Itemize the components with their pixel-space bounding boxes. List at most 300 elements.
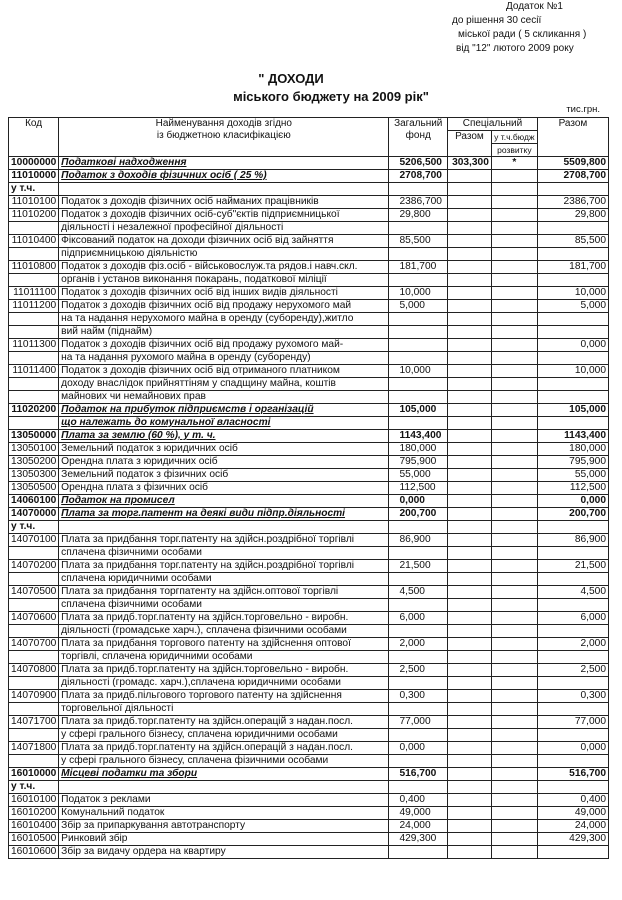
cell-general: 200,700 <box>389 508 448 521</box>
cell-general <box>389 599 448 612</box>
cell-special-total <box>448 430 492 443</box>
cell-special-dev <box>491 365 537 378</box>
cell-total <box>537 391 608 404</box>
cell-total <box>537 183 608 196</box>
cell-general: 86,900 <box>389 534 448 547</box>
cell-special-total <box>448 339 492 352</box>
cell-general <box>389 846 448 859</box>
cell-special-dev <box>491 677 537 690</box>
cell-general: 180,000 <box>389 443 448 456</box>
cell-general <box>389 521 448 534</box>
cell-name: Плата за придбання торг.патенту на здійсн.роздрібної торгівлі <box>59 534 389 547</box>
cell-special-dev <box>491 196 537 209</box>
cell-special-dev <box>491 547 537 560</box>
cell-special-total <box>448 690 492 703</box>
cell-special-dev <box>491 352 537 365</box>
cell-general: 6,000 <box>389 612 448 625</box>
table-row <box>9 638 609 651</box>
column-header-total: Разом <box>537 118 608 157</box>
table-row <box>9 326 609 339</box>
table-row <box>9 456 609 469</box>
cell-code: 14071800 <box>9 742 59 755</box>
table-row <box>9 209 609 222</box>
cell-code <box>9 651 59 664</box>
column-header-name-line1: Найменування доходів згідно <box>155 118 292 129</box>
table-row <box>9 404 609 417</box>
cell-total: 200,700 <box>537 508 608 521</box>
cell-special-dev <box>491 482 537 495</box>
cell-name: торговельної діяльності <box>59 703 389 716</box>
cell-name: Плата за землю (60 %), у т. ч. <box>59 430 389 443</box>
cell-name: Плата за торг.патент на деякі види підпр.діяльності <box>59 508 389 521</box>
cell-name <box>59 781 389 794</box>
cell-code <box>9 599 59 612</box>
cell-total: 2,500 <box>537 664 608 677</box>
cell-name: Податок на прибуток підприємств і організацій <box>59 404 389 417</box>
table-row <box>9 794 609 807</box>
cell-name: Податок з доходів фізичних осіб від отриманого платником <box>59 365 389 378</box>
cell-name: діяльності (громадс. харч.),сплачена юридичними особами <box>59 677 389 690</box>
cell-name: Плата за придб.торг.патенту на здійсн.операцій з надан.посл. <box>59 716 389 729</box>
header-date-line: від "12" лютого 2009 року <box>456 43 574 54</box>
cell-special-total <box>448 404 492 417</box>
cell-total: 0,000 <box>537 339 608 352</box>
cell-name: Орендна плата з фізичних осіб <box>59 482 389 495</box>
cell-total <box>537 248 608 261</box>
cell-special-dev <box>491 729 537 742</box>
cell-code: 16010200 <box>9 807 59 820</box>
table-row <box>9 352 609 365</box>
column-header-special-dev-line2: розвитку <box>491 144 537 157</box>
cell-special-total <box>448 417 492 430</box>
cell-name: Плата за придб.торг.патенту на здійсн.торговельно - виробн. <box>59 612 389 625</box>
table-row <box>9 261 609 274</box>
cell-name: Податок з доходів фізичних осіб від продажу рухомого май- <box>59 339 389 352</box>
cell-total <box>537 599 608 612</box>
cell-name: Збір за видачу ордера на квартиру <box>59 846 389 859</box>
cell-special-dev <box>491 703 537 716</box>
cell-general <box>389 625 448 638</box>
cell-special-dev <box>491 521 537 534</box>
table-row <box>9 391 609 404</box>
table-row <box>9 183 609 196</box>
cell-total: 112,500 <box>537 482 608 495</box>
cell-code: 14070200 <box>9 560 59 573</box>
cell-special-total <box>448 261 492 274</box>
cell-general: 10,000 <box>389 287 448 300</box>
cell-special-dev <box>491 846 537 859</box>
cell-special-total <box>448 547 492 560</box>
cell-code <box>9 391 59 404</box>
cell-special-total <box>448 391 492 404</box>
cell-total: 4,500 <box>537 586 608 599</box>
cell-general <box>389 391 448 404</box>
cell-special-dev <box>491 573 537 586</box>
cell-general <box>389 651 448 664</box>
cell-code <box>9 573 59 586</box>
cell-name: Плата за придб.торг.патенту на здійсн.торговельно - виробн. <box>59 664 389 677</box>
cell-code <box>9 547 59 560</box>
cell-name: Збір за припаркування автотранспорту <box>59 820 389 833</box>
cell-special-dev <box>491 794 537 807</box>
cell-name: сплачена юридичними особами <box>59 573 389 586</box>
cell-code: 13050100 <box>9 443 59 456</box>
title-line-1: " ДОХОДИ <box>258 71 324 86</box>
cell-name: Плата за придбання торгового патенту на здійснення оптової <box>59 638 389 651</box>
table-row <box>9 547 609 560</box>
table-row <box>9 664 609 677</box>
cell-total <box>537 521 608 534</box>
table-row <box>9 417 609 430</box>
table-row <box>9 573 609 586</box>
cell-total: 795,900 <box>537 456 608 469</box>
cell-code: 11010800 <box>9 261 59 274</box>
table-row <box>9 248 609 261</box>
cell-special-dev <box>491 222 537 235</box>
cell-special-total <box>448 313 492 326</box>
column-header-special-dev-line1: у т.ч.бюдж <box>491 131 537 144</box>
cell-code: 14070600 <box>9 612 59 625</box>
table-row <box>9 651 609 664</box>
cell-total: 5,000 <box>537 300 608 313</box>
cell-special-total <box>448 664 492 677</box>
cell-code: 14070500 <box>9 586 59 599</box>
cell-code: 16010100 <box>9 794 59 807</box>
cell-special-total <box>448 300 492 313</box>
cell-general: 4,500 <box>389 586 448 599</box>
cell-code: 14070000 <box>9 508 59 521</box>
cell-total: 2708,700 <box>537 170 608 183</box>
cell-special-total <box>448 638 492 651</box>
column-header-name <box>59 118 389 157</box>
title-line-2: міського бюджету на 2009 рік" <box>233 89 429 104</box>
column-header-general-line2: фонд <box>405 130 431 141</box>
cell-special-dev <box>491 560 537 573</box>
cell-name: діяльності (громадське харч.), сплачена фізичними особами <box>59 625 389 638</box>
cell-code: у т.ч. <box>9 183 59 196</box>
cell-code: 11011200 <box>9 300 59 313</box>
table-row <box>9 560 609 573</box>
cell-special-dev <box>491 183 537 196</box>
cell-code <box>9 352 59 365</box>
column-header-general-line1: Загальний <box>394 118 443 129</box>
cell-name: Ринковий збір <box>59 833 389 846</box>
cell-total: 85,500 <box>537 235 608 248</box>
table-row <box>9 534 609 547</box>
cell-special-dev <box>491 781 537 794</box>
cell-code: 14071700 <box>9 716 59 729</box>
cell-special-dev <box>491 534 537 547</box>
cell-name: на та надання нерухомого майна в оренду (суборенду),житло <box>59 313 389 326</box>
cell-name: Податок на промисел <box>59 495 389 508</box>
cell-general <box>389 547 448 560</box>
cell-special-dev <box>491 456 537 469</box>
cell-total: 1143,400 <box>537 430 608 443</box>
cell-total <box>537 573 608 586</box>
cell-code: 14070900 <box>9 690 59 703</box>
cell-total <box>537 417 608 430</box>
cell-general: 795,900 <box>389 456 448 469</box>
table-row <box>9 690 609 703</box>
cell-special-dev <box>491 378 537 391</box>
table-row <box>9 755 609 768</box>
cell-general <box>389 326 448 339</box>
cell-name: сплачена фізичними особами <box>59 547 389 560</box>
cell-special-dev <box>491 235 537 248</box>
table-row <box>9 846 609 859</box>
cell-special-dev <box>491 404 537 417</box>
cell-total: 105,000 <box>537 404 608 417</box>
cell-name: органів і установ виконання покарань, податкової міліції <box>59 274 389 287</box>
cell-general <box>389 339 448 352</box>
cell-code: 14060100 <box>9 495 59 508</box>
cell-name: Плата за придб.пільгового торгового патенту на здійснення <box>59 690 389 703</box>
cell-total: 5509,800 <box>537 157 608 170</box>
cell-total <box>537 313 608 326</box>
cell-general: 85,500 <box>389 235 448 248</box>
cell-special-dev <box>491 586 537 599</box>
table-row <box>9 469 609 482</box>
table-row <box>9 820 609 833</box>
cell-special-total <box>448 469 492 482</box>
cell-special-total <box>448 508 492 521</box>
cell-special-dev <box>491 690 537 703</box>
cell-special-total <box>448 534 492 547</box>
cell-name: Земельний податок з фізичних осіб <box>59 469 389 482</box>
cell-special-total <box>448 196 492 209</box>
cell-general: 10,000 <box>389 365 448 378</box>
header-appendix-number: Додаток №1 <box>506 1 563 12</box>
table-row <box>9 781 609 794</box>
cell-total: 0,000 <box>537 742 608 755</box>
table-row <box>9 443 609 456</box>
cell-general <box>389 781 448 794</box>
cell-special-total <box>448 456 492 469</box>
cell-name: Комунальний податок <box>59 807 389 820</box>
cell-special-dev <box>491 508 537 521</box>
cell-special-dev <box>491 313 537 326</box>
cell-special-dev <box>491 326 537 339</box>
cell-special-total <box>448 820 492 833</box>
cell-general: 2386,700 <box>389 196 448 209</box>
cell-code <box>9 222 59 235</box>
table-row <box>9 495 609 508</box>
cell-total: 2386,700 <box>537 196 608 209</box>
cell-special-dev <box>491 833 537 846</box>
cell-special-total <box>448 846 492 859</box>
table-row <box>9 807 609 820</box>
cell-total: 55,000 <box>537 469 608 482</box>
cell-special-total <box>448 625 492 638</box>
cell-total <box>537 755 608 768</box>
cell-code <box>9 729 59 742</box>
cell-general: 112,500 <box>389 482 448 495</box>
cell-special-dev <box>491 495 537 508</box>
cell-total: 0,400 <box>537 794 608 807</box>
column-header-code: Код <box>9 118 59 157</box>
cell-general: 516,700 <box>389 768 448 781</box>
table-row <box>9 287 609 300</box>
cell-total <box>537 729 608 742</box>
header-council-line: міської ради ( 5 скликання ) <box>458 29 587 40</box>
table-row <box>9 677 609 690</box>
cell-total: 86,900 <box>537 534 608 547</box>
cell-special-total: 303,300 <box>448 157 492 170</box>
cell-name: сплачена фізичними особами <box>59 599 389 612</box>
cell-special-dev <box>491 755 537 768</box>
cell-special-dev <box>491 469 537 482</box>
cell-general: 55,000 <box>389 469 448 482</box>
cell-name: Земельний податок з юридичних осіб <box>59 443 389 456</box>
table-row <box>9 196 609 209</box>
cell-special-total <box>448 677 492 690</box>
table-row <box>9 365 609 378</box>
table-row <box>9 768 609 781</box>
table-row <box>9 716 609 729</box>
cell-name: підприємницькою діяльністю <box>59 248 389 261</box>
table-row <box>9 508 609 521</box>
cell-general: 1143,400 <box>389 430 448 443</box>
table-row <box>9 300 609 313</box>
cell-total: 0,300 <box>537 690 608 703</box>
table-row <box>9 235 609 248</box>
cell-special-total <box>448 703 492 716</box>
cell-name: Плата за придбання торгпатенту на здійсн.оптової торгівлі <box>59 586 389 599</box>
cell-special-dev <box>491 170 537 183</box>
cell-special-total <box>448 495 492 508</box>
cell-special-dev <box>491 287 537 300</box>
cell-total <box>537 274 608 287</box>
cell-special-dev <box>491 807 537 820</box>
cell-special-dev <box>491 339 537 352</box>
cell-code: 11010400 <box>9 235 59 248</box>
cell-special-dev <box>491 248 537 261</box>
cell-special-total <box>448 222 492 235</box>
table-row <box>9 339 609 352</box>
units-label: тис.грн. <box>566 104 600 115</box>
cell-general: 105,000 <box>389 404 448 417</box>
cell-special-dev <box>491 417 537 430</box>
cell-general: 24,000 <box>389 820 448 833</box>
table-row <box>9 430 609 443</box>
cell-total <box>537 781 608 794</box>
cell-special-dev <box>491 638 537 651</box>
cell-special-total <box>448 170 492 183</box>
table-row <box>9 482 609 495</box>
cell-code: 14070800 <box>9 664 59 677</box>
cell-special-dev <box>491 261 537 274</box>
cell-special-total <box>448 443 492 456</box>
cell-special-total <box>448 586 492 599</box>
cell-special-dev <box>491 820 537 833</box>
cell-general: 0,000 <box>389 495 448 508</box>
revenue-table <box>8 117 609 859</box>
cell-special-total <box>448 235 492 248</box>
cell-name: Податок з доходів фізичних осіб-суб"єктів підприємницької <box>59 209 389 222</box>
cell-code: 16010500 <box>9 833 59 846</box>
table-row <box>9 521 609 534</box>
cell-name: у сфері грального бізнесу, сплачена юридичними особами <box>59 729 389 742</box>
cell-code <box>9 625 59 638</box>
cell-code <box>9 378 59 391</box>
document-header <box>440 0 622 56</box>
cell-general <box>389 222 448 235</box>
cell-total: 516,700 <box>537 768 608 781</box>
cell-special-dev <box>491 209 537 222</box>
cell-special-dev <box>491 742 537 755</box>
cell-name: Податок з реклами <box>59 794 389 807</box>
cell-name: Плата за придбання торг.патенту на здійсн.роздрібної торгівлі <box>59 560 389 573</box>
cell-total <box>537 703 608 716</box>
cell-total: 10,000 <box>537 365 608 378</box>
table-row <box>9 313 609 326</box>
cell-general: 2,000 <box>389 638 448 651</box>
cell-code: 13050300 <box>9 469 59 482</box>
cell-special-dev <box>491 651 537 664</box>
cell-code <box>9 326 59 339</box>
cell-special-dev <box>491 274 537 287</box>
cell-special-total <box>448 716 492 729</box>
cell-general: 5,000 <box>389 300 448 313</box>
cell-special-total <box>448 560 492 573</box>
cell-special-dev <box>491 599 537 612</box>
cell-code: 11010100 <box>9 196 59 209</box>
table-row <box>9 586 609 599</box>
cell-total <box>537 352 608 365</box>
cell-general <box>389 313 448 326</box>
cell-name: що належать до комунальної власності <box>59 417 389 430</box>
cell-total <box>537 651 608 664</box>
cell-special-dev <box>491 768 537 781</box>
cell-special-total <box>448 365 492 378</box>
table-row <box>9 612 609 625</box>
cell-total <box>537 846 608 859</box>
cell-special-total <box>448 482 492 495</box>
cell-code: 14070100 <box>9 534 59 547</box>
table-row <box>9 833 609 846</box>
cell-general: 77,000 <box>389 716 448 729</box>
cell-name: Фіксований податок на доходи фізичних осіб від зайняття <box>59 235 389 248</box>
cell-code <box>9 274 59 287</box>
cell-special-dev <box>491 612 537 625</box>
cell-special-dev <box>491 716 537 729</box>
cell-special-dev <box>491 625 537 638</box>
table-header <box>9 118 609 157</box>
cell-general <box>389 183 448 196</box>
cell-special-total <box>448 794 492 807</box>
cell-general <box>389 378 448 391</box>
cell-general <box>389 729 448 742</box>
cell-special-dev <box>491 664 537 677</box>
cell-name: у сфері грального бізнесу, сплачена фізичними особами <box>59 755 389 768</box>
cell-total: 429,300 <box>537 833 608 846</box>
cell-general <box>389 677 448 690</box>
cell-special-total <box>448 287 492 300</box>
cell-special-total <box>448 781 492 794</box>
cell-code: 11011400 <box>9 365 59 378</box>
cell-name: торгівлі, сплачена юридичними особами <box>59 651 389 664</box>
cell-total: 29,800 <box>537 209 608 222</box>
cell-total: 180,000 <box>537 443 608 456</box>
cell-code: 13050200 <box>9 456 59 469</box>
cell-total <box>537 378 608 391</box>
cell-code <box>9 677 59 690</box>
cell-general <box>389 417 448 430</box>
cell-name: вий найм (піднайм) <box>59 326 389 339</box>
cell-name: Плата за придб.торг.патенту на здійсн.операцій з надан.посл. <box>59 742 389 755</box>
cell-general: 2708,700 <box>389 170 448 183</box>
cell-code <box>9 248 59 261</box>
